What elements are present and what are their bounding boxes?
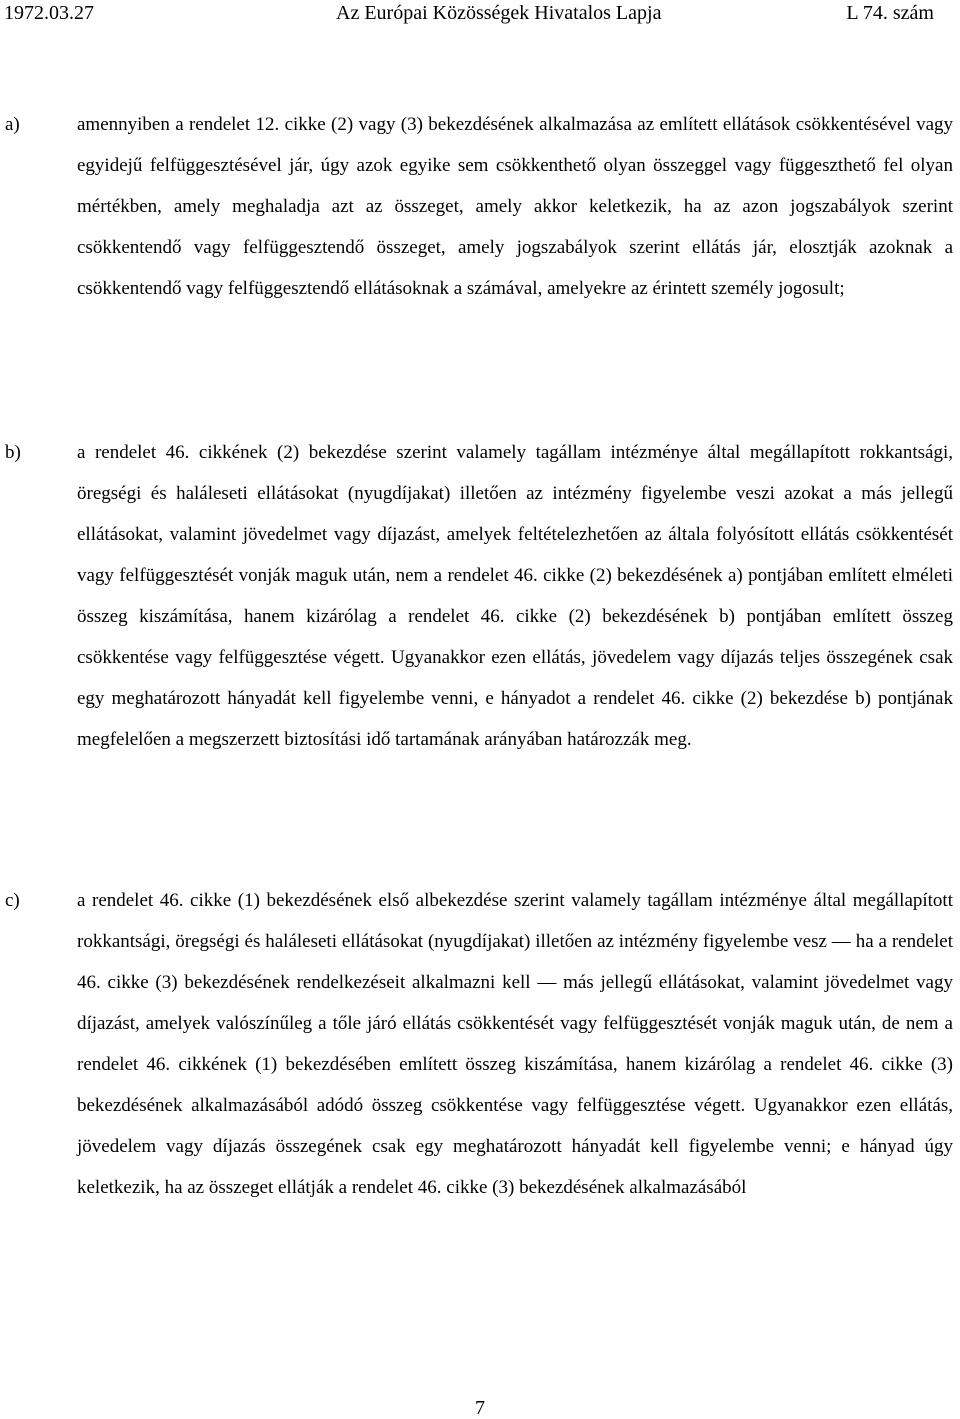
item-text: a rendelet 46. cikkének (2) bekezdése szerint valamely tagállam intézménye által megállapított rokkantsági, öregségi és haláleseti ellátásokat (nyugdíjakat) illetően az intézmény figyelembe veszi azokat a más jellegű ellátásokat, valamint jövedelmet vagy díjazást, amelyek feltételezhetően az általa folyósított ellátás csökkentését vagy felfüggesztését vonják maguk után, nem a rendelet 46. cikke (2) bekezdésének a) pontjában említett elméleti összeg kiszámítása, hanem kizárólag a rendelet 46. cikke (2) bekezdésének b) pontjában említett összeg csökkentése vagy felfüggesztése végett. Ugyanakkor ezen ellátás, jövedelem vagy díjazás teljes összegének csak egy meghatározott hányadát kell figyelembe venni, e hányadot a rendelet 46. cikke (2) bekezdése b) pontjának megfelelően a megszerzett biztosítási idő tartamának arányában határozzák meg. xyxy=(77,442,953,750)
page-number: 7 xyxy=(475,1397,485,1419)
journal-title: Az Európai Közösségek Hivatalos Lapja xyxy=(336,2,662,24)
item-text: amennyiben a rendelet 12. cikke (2) vagy (3) bekezdésének alkalmazása az említett ellátások csökkentésével vagy egyidejű felfüggesztésével jár, úgy azok egyike sem csökkenthető olyan összeggel vagy függeszthető fel olyan mértékben, amely meghaladja azt az összeget, amely akkor keletkezik, ha az azon jogszabályok szerint csökkentendő vagy felfüggesztendő összeget, amely jogszabályok szerint ellátás jár, elosztják azoknak a csökkentendő vagy felfüggesztendő ellátásoknak a számával, amelyekre az érintett személy jogosult; xyxy=(77,114,953,299)
item-marker: c) xyxy=(5,890,20,911)
publication-date: 1972.03.27 xyxy=(4,2,94,24)
item-marker: a) xyxy=(5,114,20,135)
issue-number: L 74. szám xyxy=(846,2,934,24)
item-text: a rendelet 46. cikke (1) bekezdésének első albekezdése szerint valamely tagállam intézménye által megállapított rokkantsági, öregségi és haláleseti ellátásokat (nyugdíjakat) illetően az intézmény figyelembe vesz — ha a rendelet 46. cikke (3) bekezdésének rendelkezéseit alkalmazni kell — más jellegű ellátásokat, valamint jövedelmet vagy díjazást, amelyek valószínűleg a tőle járó ellátás csökkentését vagy felfüggesztését vonják maguk után, de nem a rendelet 46. cikkének (1) bekezdésében említett összeg kiszámítása, hanem kizárólag a rendelet 46. cikke (3) bekezdésének alkalmazásából adódó összeg csökkentése vagy felfüggesztése végett. Ugyanakkor ezen ellátás, jövedelem vagy díjazás összegének csak egy meghatározott hányadát kell figyelembe venni; e hányad úgy keletkezik, ha az összeget ellátják a rendelet 46. cikke (3) bekezdésének alkalmazásából xyxy=(77,890,953,1198)
page-header xyxy=(0,0,960,28)
item-marker: b) xyxy=(5,442,21,463)
